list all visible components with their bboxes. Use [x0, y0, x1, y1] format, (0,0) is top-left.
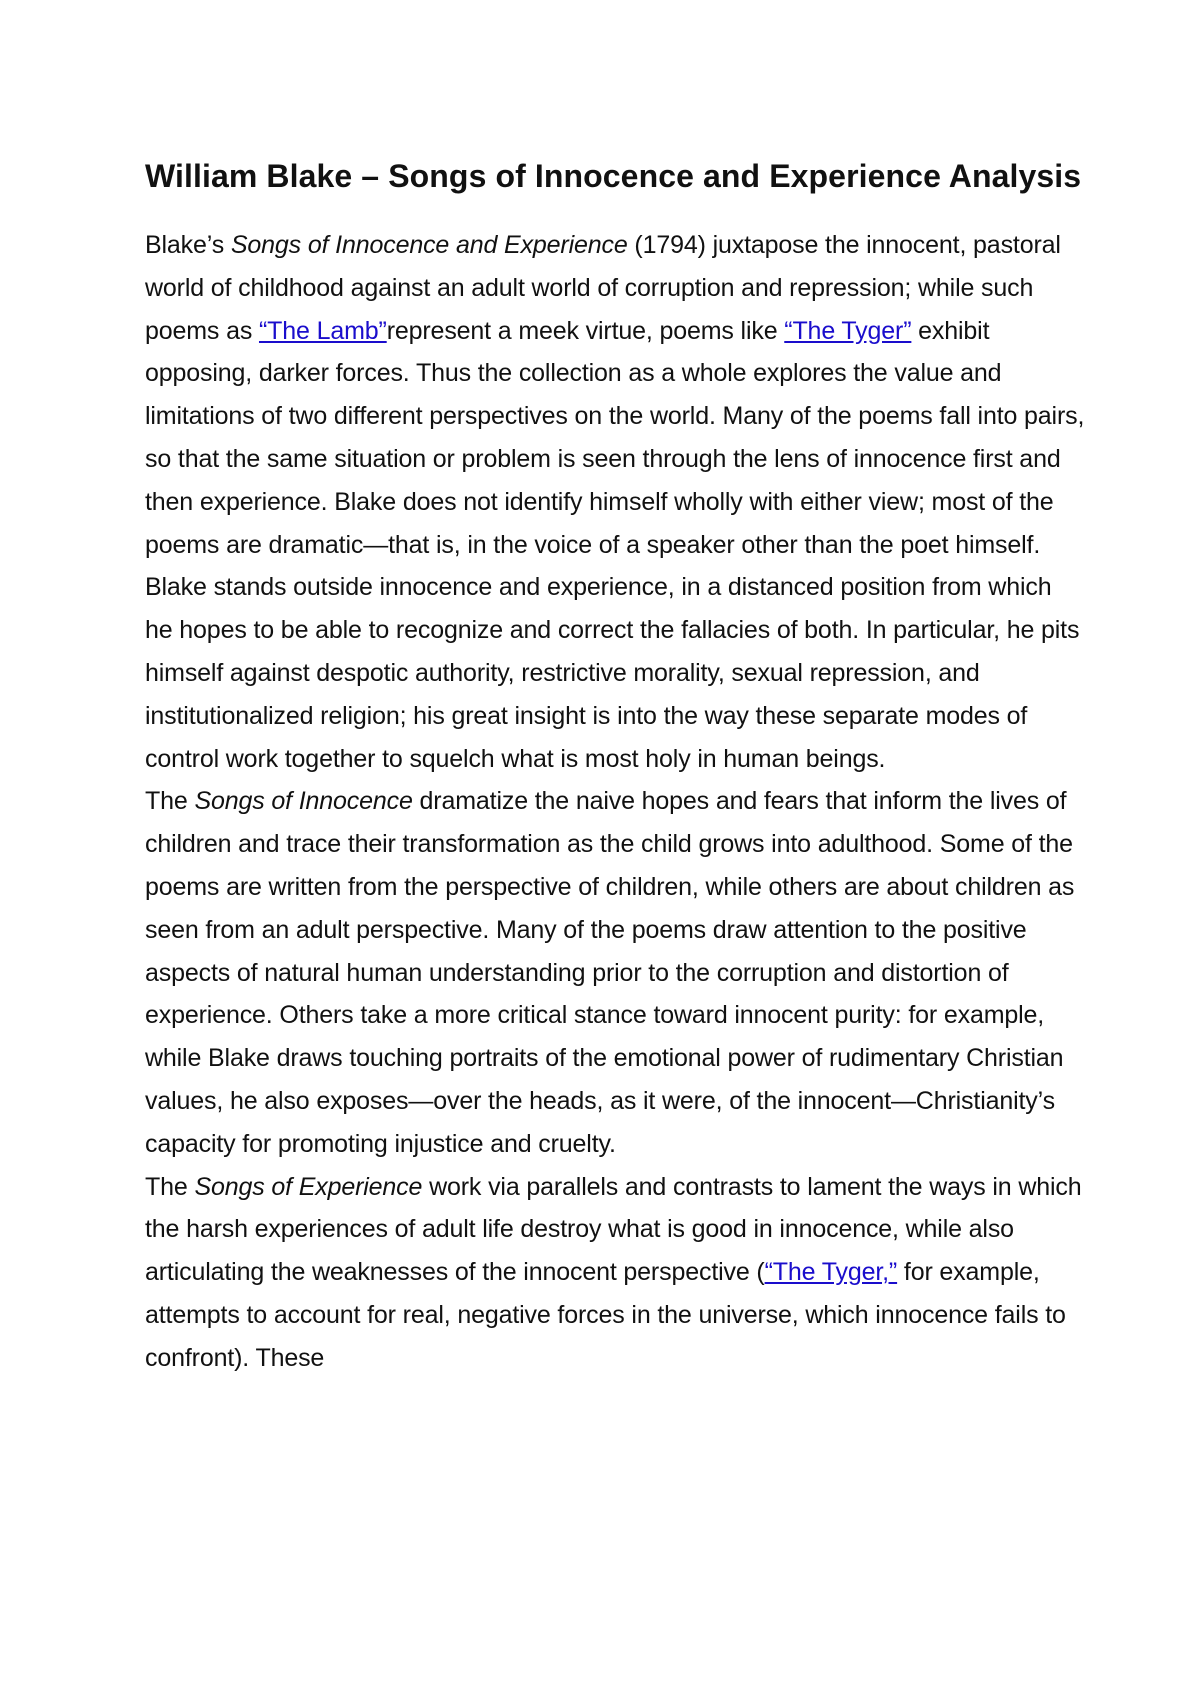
document-page: [145, 140, 1085, 1380]
text-run: represent a meek virtue, poems like: [386, 316, 785, 345]
text-run: dramatize the naive hopes and fears that inform the lives of children and trace their transformation as the child grows into adulthood. Some of the poems are written from the perspective of children, while others are about children as seen from an adult perspective. Many of the poems draw attention to the positive aspects of natural human understanding prior to the corruption and distortion of experience. Others take a more critical stance toward innocent purity: for example, while Blake draws touching portraits of the emotional power of rudimentary Christian values, he also exposes—over the heads, as it were, of the innocent—Christianity’s capacity for promoting injustice and cruelty.: [145, 787, 1075, 1158]
document-title: William Blake – Songs of Innocence and Experience Analysis: [145, 158, 1082, 194]
paragraph-intro: [145, 224, 1085, 780]
paragraph-experience: [145, 1166, 1085, 1380]
italic-work-title: Songs of Innocence: [194, 787, 413, 816]
paragraph-innocence: [145, 780, 1085, 1165]
italic-work-title: Songs of Experience: [194, 1172, 423, 1201]
text-run: exhibit opposing, darker forces. Thus the collection as a whole explores the value and limitations of two different perspectives on the world. Many of the poems fall into pairs, so that the same situation or problem is seen through the lens of innocence first and then experience. Blake does not identify himself wholly with either view; most of the poems are dramatic—that is, in the voice of a speaker other than the poet himself. Blake stands outside innocence and experience, in a distanced position from which he hopes to be able to recognize and correct the fallacies of both. In particular, he pits himself against despotic authority, restrictive morality, sexual repression, and institutionalized religion; his great insight is into the way these separate modes of control work together to squelch what is most holy in human beings.: [145, 316, 1085, 773]
text-run: Blake’s: [145, 231, 231, 259]
link-the-tyger[interactable]: “The Tyger”: [784, 316, 912, 345]
italic-work-title: Songs of Innocence and Experience: [230, 231, 628, 259]
link-the-tyger-2[interactable]: “The Tyger,”: [764, 1258, 898, 1287]
text-run: The: [145, 787, 195, 816]
text-run: (1794) juxtapose the innocent, pastoral world of childhood against an adult world of corruption and repression; while such poems as: [145, 231, 1061, 345]
text-run: The: [145, 1172, 195, 1201]
text-run: for example, attempts to account for real, negative forces in the universe, which innocence fails to confront). These: [145, 1258, 1066, 1372]
text-run: work via parallels and contrasts to lament the ways in which the harsh experiences of adult life destroy what is good in innocence, while also articulating the weaknesses of the innocent perspective (: [145, 1172, 1082, 1287]
link-the-lamb[interactable]: “The Lamb”: [258, 316, 387, 345]
